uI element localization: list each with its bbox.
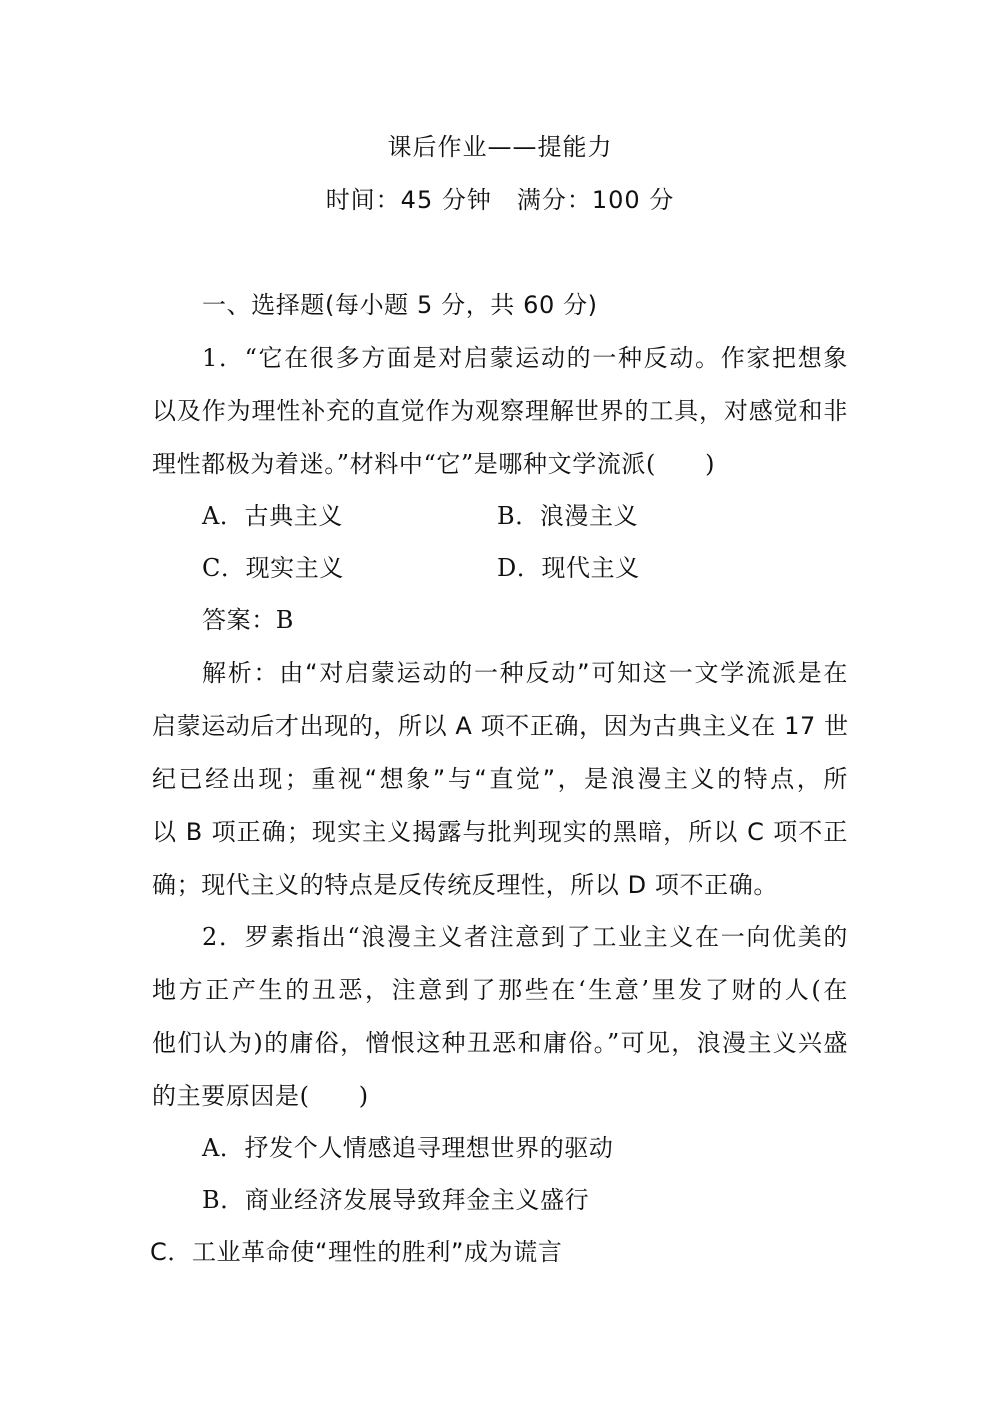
option-d: D．现代主义	[497, 554, 640, 582]
analysis-line: 纪已经出现；重视“想象”与“直觉”，是浪漫主义的特点，所	[152, 765, 848, 793]
option-b: B．商业经济发展导致拜金主义盛行	[202, 1186, 590, 1214]
section-heading: 一、选择题(每小题 5 分，共 60 分)	[202, 291, 598, 319]
question-stem-line: 的主要原因是( )	[152, 1082, 369, 1110]
option-c: C．现实主义	[202, 554, 344, 582]
analysis-line: 解析：由“对启蒙运动的一种反动”可知这一文学流派是在	[202, 659, 848, 687]
answer: 答案：B	[202, 606, 295, 634]
question-stem-line: 理性都极为着迷。”材料中“它”是哪种文学流派( )	[152, 450, 716, 478]
question-stem-line: 地方正产生的丑恶，注意到了那些在‘生意’里发了财的人(在	[152, 976, 848, 1004]
question-stem-line: 2．罗素指出“浪漫主义者注意到了工业主义在一向优美的	[202, 923, 848, 951]
analysis-line: 确；现代主义的特点是反传统反理性，所以 D 项不正确。	[152, 871, 778, 899]
question-stem-line: 以及作为理性补充的直觉作为观察理解世界的工具，对感觉和非	[152, 397, 848, 425]
page-title: 课后作业——提能力	[387, 133, 613, 161]
option-a: A．抒发个人情感追寻理想世界的驱动	[202, 1134, 614, 1162]
analysis-line: 以 B 项正确；现实主义揭露与批判现实的黑暗，所以 C 项不正	[152, 818, 848, 846]
analysis-line: 启蒙运动后才出现的，所以 A 项不正确，因为古典主义在 17 世	[152, 712, 849, 740]
option-c: C．工业革命使“理性的胜利”成为谎言	[150, 1238, 563, 1266]
time-and-score: 时间：45 分钟 满分：100 分	[325, 186, 675, 214]
option-a: A．古典主义	[202, 502, 343, 530]
question-stem-line: 他们认为)的庸俗，憎恨这种丑恶和庸俗。”可见，浪漫主义兴盛	[152, 1029, 848, 1057]
option-b: B．浪漫主义	[497, 502, 639, 530]
question-stem-line: 1．“它在很多方面是对启蒙运动的一种反动。作家把想象	[202, 344, 848, 372]
